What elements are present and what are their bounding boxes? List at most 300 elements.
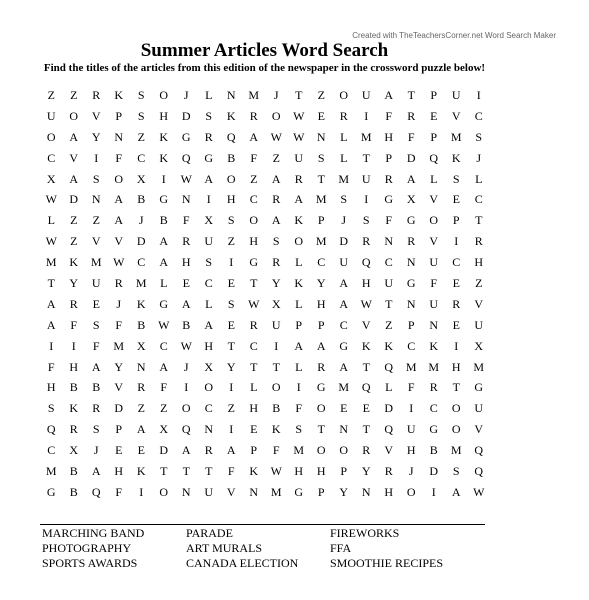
grid-letter: M: [248, 88, 260, 102]
grid-letter: W: [270, 129, 282, 144]
grid-letter: O: [406, 484, 416, 499]
grid-letter: B: [429, 443, 438, 458]
grid-letter: N: [249, 484, 259, 499]
grid-letter: M: [315, 192, 327, 207]
grid-letter: L: [475, 171, 483, 186]
grid-letter: B: [272, 401, 281, 416]
grid-letter: U: [294, 150, 304, 165]
grid-letter: Y: [69, 276, 79, 291]
grid-letter: L: [340, 129, 348, 144]
grid-letter: H: [384, 129, 394, 144]
grid-letter: R: [69, 422, 78, 437]
grid-letter: H: [181, 255, 191, 270]
grid-letter: J: [476, 150, 482, 165]
grid-letter: R: [474, 234, 483, 249]
grid-letter: I: [184, 380, 189, 395]
grid-letter: T: [385, 296, 393, 311]
grid-letter: T: [272, 359, 280, 374]
grid-letter: V: [226, 484, 236, 499]
grid-letter: Q: [46, 422, 56, 437]
grid-letter: W: [180, 171, 192, 186]
grid-letter: R: [69, 296, 78, 311]
grid-letter: H: [114, 464, 124, 479]
grid-letter: M: [270, 484, 282, 499]
grid-letter: S: [47, 401, 55, 416]
grid-letter: E: [340, 401, 348, 416]
grid-letter: E: [227, 317, 235, 332]
grid-letter: K: [136, 464, 146, 479]
grid-letter: R: [429, 380, 438, 395]
grid-letter: G: [384, 192, 394, 207]
divider-line: [40, 524, 485, 525]
grid-letter: Y: [316, 276, 326, 291]
grid-letter: D: [339, 234, 349, 249]
grid-letter: U: [339, 255, 349, 270]
grid-letter: D: [114, 401, 124, 416]
grid-letter: Z: [385, 317, 393, 332]
grid-letter: O: [159, 88, 169, 102]
grid-letter: C: [204, 276, 213, 291]
grid-letter: M: [473, 359, 485, 374]
grid-letter: Q: [384, 359, 394, 374]
grid-letter: W: [180, 338, 192, 353]
grid-letter: F: [115, 317, 123, 332]
grid-letter: T: [47, 276, 55, 291]
grid-letter: Q: [226, 129, 236, 144]
grid-letter: T: [362, 150, 370, 165]
word-list-item: CANADA ELECTION: [186, 556, 299, 570]
grid-letter: Y: [114, 359, 124, 374]
grid-letter: F: [250, 150, 258, 165]
grid-letter: R: [407, 234, 416, 249]
grid-letter: C: [249, 338, 258, 353]
grid-letter: R: [362, 234, 371, 249]
grid-letter: E: [250, 422, 258, 437]
grid-letter: J: [116, 296, 122, 311]
grid-letter: H: [46, 380, 56, 395]
grid-letter: G: [406, 213, 416, 228]
grid-letter: M: [450, 129, 462, 144]
grid-row: [40, 357, 490, 378]
grid-letter: N: [406, 296, 416, 311]
grid-letter: A: [91, 359, 101, 374]
grid-letter: N: [316, 129, 326, 144]
grid-letter: A: [136, 422, 146, 437]
grid-letter: U: [361, 171, 371, 186]
grid-row: [40, 461, 490, 482]
grid-row: [40, 148, 490, 169]
grid-letter: T: [407, 88, 415, 102]
grid-letter: Z: [70, 213, 78, 228]
grid-letter: W: [293, 129, 305, 144]
letter-grid: [40, 85, 490, 503]
grid-letter: V: [474, 422, 484, 437]
grid-letter: T: [452, 380, 460, 395]
grid-letter: C: [452, 255, 461, 270]
grid-letter: G: [339, 338, 349, 353]
grid-letter: H: [316, 464, 326, 479]
grid-letter: M: [45, 255, 57, 270]
grid-letter: U: [451, 88, 461, 102]
grid-letter: G: [474, 380, 484, 395]
grid-letter: S: [205, 255, 213, 270]
grid-letter: W: [248, 296, 260, 311]
grid-letter: O: [159, 484, 169, 499]
grid-letter: S: [362, 213, 370, 228]
grid-letter: V: [69, 150, 79, 165]
grid-letter: V: [429, 192, 439, 207]
grid-letter: I: [409, 401, 414, 416]
grid-letter: S: [92, 422, 100, 437]
grid-letter: B: [92, 380, 101, 395]
grid-letter: P: [340, 464, 348, 479]
puzzle-instructions: Find the titles of the articles from this edition of the newspaper in the crossword puzzle below!: [43, 62, 486, 74]
grid-letter: W: [360, 296, 372, 311]
grid-letter: M: [45, 464, 57, 479]
grid-letter: B: [137, 317, 146, 332]
grid-letter: Z: [137, 129, 145, 144]
grid-letter: W: [45, 234, 57, 249]
word-list-item: MARCHING BAND: [42, 526, 145, 540]
grid-letter: Z: [70, 88, 78, 102]
grid-letter: I: [364, 108, 369, 123]
grid-letter: H: [474, 255, 484, 270]
grid-letter: F: [227, 464, 235, 479]
grid-letter: K: [294, 276, 304, 291]
grid-letter: I: [454, 234, 459, 249]
grid-letter: Y: [361, 464, 371, 479]
grid-letter: L: [340, 150, 348, 165]
grid-letter: A: [294, 192, 304, 207]
grid-letter: Z: [92, 213, 100, 228]
grid-letter: O: [316, 401, 326, 416]
grid-letter: R: [272, 192, 281, 207]
grid-letter: F: [430, 276, 438, 291]
grid-letter: S: [452, 464, 460, 479]
grid-letter: Q: [361, 255, 371, 270]
grid-letter: J: [138, 213, 144, 228]
grid-letter: N: [339, 422, 349, 437]
grid-letter: A: [181, 443, 191, 458]
grid-letter: H: [69, 359, 79, 374]
grid-letter: W: [113, 255, 125, 270]
grid-letter: O: [204, 380, 214, 395]
grid-letter: O: [294, 234, 304, 249]
grid-letter: F: [160, 380, 168, 395]
grid-letter: J: [408, 464, 414, 479]
grid-letter: Q: [361, 380, 371, 395]
grid-letter: E: [182, 276, 190, 291]
grid-letter: K: [159, 129, 169, 144]
grid-letter: L: [250, 380, 258, 395]
grid-letter: O: [339, 443, 349, 458]
grid-letter: Z: [227, 401, 235, 416]
grid-letter: G: [249, 255, 259, 270]
grid-letter: B: [227, 150, 236, 165]
grid-letter: Z: [137, 401, 145, 416]
grid-row: [40, 336, 490, 357]
grid-letter: P: [295, 317, 303, 332]
grid-letter: A: [91, 464, 101, 479]
grid-letter: D: [406, 150, 416, 165]
grid-letter: C: [47, 443, 56, 458]
grid-letter: S: [137, 88, 145, 102]
grid-letter: I: [229, 422, 234, 437]
grid-letter: F: [115, 484, 123, 499]
grid-letter: P: [250, 443, 258, 458]
word-list-row: [42, 556, 487, 571]
word-list-item: ART MURALS: [186, 541, 263, 555]
grid-row: [40, 273, 490, 294]
grid-letter: W: [293, 108, 305, 123]
grid-letter: M: [90, 255, 102, 270]
grid-letter: A: [271, 213, 281, 228]
grid-letter: K: [114, 88, 124, 102]
grid-letter: C: [339, 317, 348, 332]
grid-letter: T: [362, 422, 370, 437]
grid-letter: Z: [272, 150, 280, 165]
grid-letter: X: [136, 338, 146, 353]
grid-letter: M: [428, 359, 440, 374]
grid-letter: C: [137, 150, 146, 165]
grid-letter: V: [451, 108, 461, 123]
word-list-row: [42, 541, 487, 556]
grid-letter: I: [476, 88, 481, 102]
grid-letter: H: [361, 276, 371, 291]
grid-letter: A: [384, 88, 394, 102]
grid-row: [40, 294, 490, 315]
grid-letter: A: [159, 255, 169, 270]
grid-letter: P: [317, 213, 325, 228]
grid-letter: Q: [384, 422, 394, 437]
grid-row: [40, 106, 490, 127]
grid-letter: U: [46, 108, 56, 123]
grid-letter: X: [204, 359, 214, 374]
grid-letter: E: [115, 443, 123, 458]
grid-letter: R: [249, 108, 258, 123]
grid-letter: D: [159, 443, 169, 458]
grid-letter: F: [295, 401, 303, 416]
grid-letter: R: [137, 380, 146, 395]
grid-letter: E: [92, 296, 100, 311]
grid-letter: V: [384, 443, 394, 458]
grid-letter: R: [272, 255, 281, 270]
grid-row: [40, 440, 490, 461]
grid-letter: P: [317, 317, 325, 332]
grid-letter: T: [317, 422, 325, 437]
grid-letter: S: [452, 171, 460, 186]
grid-letter: Y: [339, 484, 349, 499]
grid-letter: S: [92, 317, 100, 332]
grid-letter: A: [226, 443, 236, 458]
grid-letter: N: [91, 192, 101, 207]
grid-letter: P: [430, 88, 438, 102]
grid-letter: I: [431, 484, 436, 499]
grid-letter: J: [183, 88, 189, 102]
grid-letter: R: [362, 443, 371, 458]
grid-letter: Z: [160, 401, 168, 416]
grid-letter: O: [316, 443, 326, 458]
grid-letter: P: [407, 317, 415, 332]
grid-letter: O: [249, 213, 259, 228]
grid-letter: K: [69, 255, 79, 270]
grid-letter: I: [229, 255, 234, 270]
grid-letter: X: [406, 192, 416, 207]
grid-letter: N: [384, 234, 394, 249]
grid-letter: A: [181, 296, 191, 311]
grid-row: [40, 231, 490, 252]
grid-letter: B: [182, 317, 191, 332]
grid-letter: D: [181, 108, 191, 123]
grid-letter: M: [360, 129, 372, 144]
grid-letter: Y: [226, 359, 236, 374]
grid-letter: F: [47, 359, 55, 374]
grid-letter: E: [227, 276, 235, 291]
word-list-item: FFA: [330, 541, 352, 555]
grid-letter: K: [451, 150, 461, 165]
grid-letter: M: [315, 234, 327, 249]
grid-letter: Z: [47, 88, 55, 102]
grid-letter: H: [159, 108, 169, 123]
grid-letter: S: [272, 234, 280, 249]
grid-letter: N: [114, 129, 124, 144]
grid-letter: A: [204, 317, 214, 332]
grid-letter: C: [204, 401, 213, 416]
grid-letter: A: [46, 296, 56, 311]
grid-letter: U: [271, 317, 281, 332]
grid-letter: Q: [474, 443, 484, 458]
grid-letter: L: [295, 255, 303, 270]
grid-letter: W: [45, 192, 57, 207]
grid-letter: I: [229, 380, 234, 395]
grid-letter: E: [452, 276, 460, 291]
grid-letter: O: [451, 401, 461, 416]
grid-letter: U: [204, 484, 214, 499]
grid-row: [40, 398, 490, 419]
grid-letter: X: [46, 171, 56, 186]
grid-letter: D: [69, 192, 79, 207]
grid-letter: F: [70, 317, 78, 332]
grid-letter: U: [406, 422, 416, 437]
grid-letter: U: [384, 276, 394, 291]
grid-letter: P: [115, 422, 123, 437]
grid-letter: C: [429, 401, 438, 416]
grid-letter: A: [294, 338, 304, 353]
grid-letter: S: [227, 213, 235, 228]
grid-letter: T: [317, 171, 325, 186]
grid-row: [40, 127, 490, 148]
grid-letter: A: [114, 192, 124, 207]
grid-row: [40, 419, 490, 440]
grid-letter: Z: [317, 88, 325, 102]
grid-letter: A: [339, 359, 349, 374]
grid-letter: Y: [91, 129, 101, 144]
grid-letter: S: [317, 150, 325, 165]
grid-letter: C: [474, 108, 483, 123]
grid-letter: J: [93, 443, 99, 458]
grid-letter: A: [159, 234, 169, 249]
grid-letter: S: [340, 192, 348, 207]
grid-letter: F: [385, 213, 393, 228]
grid-letter: R: [452, 296, 461, 311]
word-list-item: PHOTOGRAPHY: [42, 541, 132, 555]
grid-letter: M: [338, 171, 350, 186]
puzzle-title: Summer Articles Word Search: [140, 40, 389, 61]
grid-letter: X: [159, 422, 169, 437]
grid-letter: P: [452, 213, 460, 228]
grid-letter: O: [226, 171, 236, 186]
grid-letter: W: [158, 317, 170, 332]
grid-row: [40, 252, 490, 273]
grid-letter: K: [226, 108, 236, 123]
grid-letter: D: [136, 234, 146, 249]
grid-letter: A: [114, 213, 124, 228]
grid-letter: B: [69, 464, 78, 479]
grid-letter: O: [339, 88, 349, 102]
grid-letter: L: [205, 88, 213, 102]
grid-letter: K: [69, 401, 79, 416]
grid-letter: A: [406, 171, 416, 186]
grid-letter: T: [160, 464, 168, 479]
grid-letter: R: [182, 234, 191, 249]
grid-letter: Z: [250, 171, 258, 186]
grid-row: [40, 482, 490, 503]
grid-letter: E: [137, 443, 145, 458]
grid-letter: C: [407, 338, 416, 353]
grid-letter: M: [113, 338, 125, 353]
grid-letter: T: [182, 464, 190, 479]
grid-letter: B: [137, 192, 146, 207]
grid-letter: H: [226, 192, 236, 207]
grid-letter: C: [137, 255, 146, 270]
grid-letter: A: [249, 129, 259, 144]
grid-letter: V: [361, 317, 371, 332]
grid-letter: T: [362, 359, 370, 374]
grid-letter: Q: [181, 422, 191, 437]
grid-letter: N: [181, 192, 191, 207]
grid-letter: N: [181, 484, 191, 499]
grid-letter: A: [69, 171, 79, 186]
grid-letter: I: [71, 338, 76, 353]
grid-letter: M: [338, 380, 350, 395]
grid-letter: K: [384, 338, 394, 353]
grid-letter: T: [205, 464, 213, 479]
grid-letter: A: [451, 484, 461, 499]
grid-letter: G: [294, 484, 304, 499]
grid-letter: T: [295, 88, 303, 102]
grid-letter: R: [294, 171, 303, 186]
word-list-row: [42, 526, 487, 541]
grid-letter: R: [204, 129, 213, 144]
grid-letter: C: [474, 192, 483, 207]
grid-letter: N: [429, 317, 439, 332]
grid-row: [40, 169, 490, 190]
grid-letter: T: [250, 276, 258, 291]
grid-letter: Z: [227, 234, 235, 249]
grid-letter: I: [94, 150, 99, 165]
grid-letter: A: [271, 171, 281, 186]
grid-row: [40, 315, 490, 336]
grid-letter: D: [384, 401, 394, 416]
credit-line: Created with TheTeachersCorner.net Word Search Maker: [352, 31, 556, 40]
grid-letter: Z: [70, 234, 78, 249]
grid-letter: O: [271, 380, 281, 395]
grid-letter: C: [249, 192, 258, 207]
grid-letter: T: [227, 338, 235, 353]
grid-letter: G: [204, 150, 214, 165]
grid-letter: V: [114, 234, 124, 249]
grid-letter: F: [407, 129, 415, 144]
